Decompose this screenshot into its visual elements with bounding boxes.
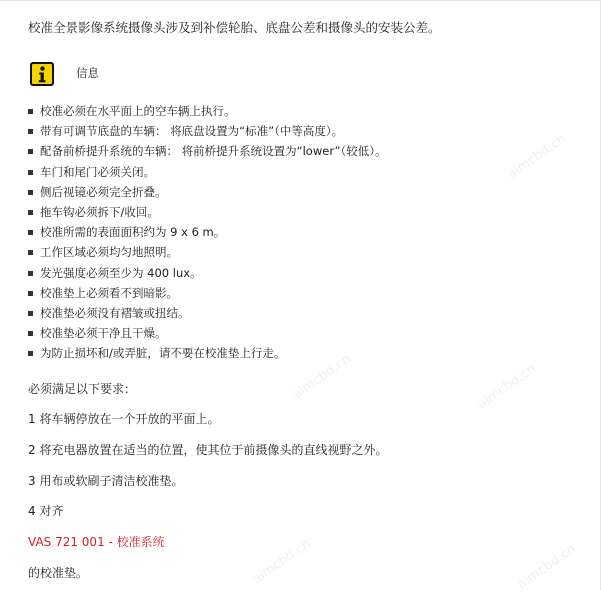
list-item: 工作区域必须均匀地照明。 — [28, 245, 387, 265]
calibration-system-link-row — [28, 534, 165, 550]
watermark: aimcbd.cn — [505, 131, 569, 183]
step-1: 1 将车辆停放在一个开放的平面上。 — [28, 412, 220, 426]
watermark: aimcbd.cn — [515, 541, 579, 592]
list-item: 为防止损坏和/或弄脏，请不要在校准垫上行走。 — [28, 346, 387, 366]
requirements-list — [28, 104, 387, 366]
step-4: 4 对齐 — [28, 504, 64, 518]
list-item: 配备前桥提升系统的车辆： 将前桥提升系统设置为“lower”（较低）。 — [28, 144, 387, 164]
list-item: 校准垫上必须看不到暗影。 — [28, 286, 387, 306]
watermark: aimcbd.cn — [290, 351, 354, 403]
list-item: 车门和尾门必须关闭。 — [28, 165, 387, 185]
watermark: aimcbd.cn — [250, 536, 314, 588]
list-item: 拖车钩必须拆下/收回。 — [28, 205, 387, 225]
watermark: aimcbd.cn — [475, 361, 539, 413]
step-2: 2 将充电器放置在适当的位置，使其位于前摄像头的直线视野之外。 — [28, 443, 388, 457]
requirements-heading: 必须满足以下要求： — [28, 382, 137, 396]
list-item: 侧后视镜必须完全折叠。 — [28, 185, 387, 205]
step-3: 3 用布或软刷子清洁校准垫。 — [28, 474, 184, 488]
list-item: 校准所需的表面面积约为 9 x 6 m。 — [28, 225, 387, 245]
step-4-continuation: 的校准垫。 — [28, 566, 89, 580]
list-item: 校准垫必须干净且干燥。 — [28, 326, 387, 346]
info-icon — [30, 62, 54, 86]
top-border — [0, 0, 601, 1]
info-label: 信息 — [76, 66, 99, 80]
list-item: 带有可调节底盘的车辆： 将底盘设置为“标准”（中等高度）。 — [28, 124, 387, 144]
intro-text: 校准全景影像系统摄像头涉及到补偿轮胎、底盘公差和摄像头的安装公差。 — [28, 20, 441, 35]
list-item: 校准必须在水平面上的空车辆上执行。 — [28, 104, 387, 124]
list-item: 发光强度必须至少为 400 lux。 — [28, 266, 387, 286]
list-item: 校准垫必须没有褶皱或扭结。 — [28, 306, 387, 326]
calibration-system-link[interactable]: VAS 721 001 - 校准系统 — [28, 535, 165, 549]
